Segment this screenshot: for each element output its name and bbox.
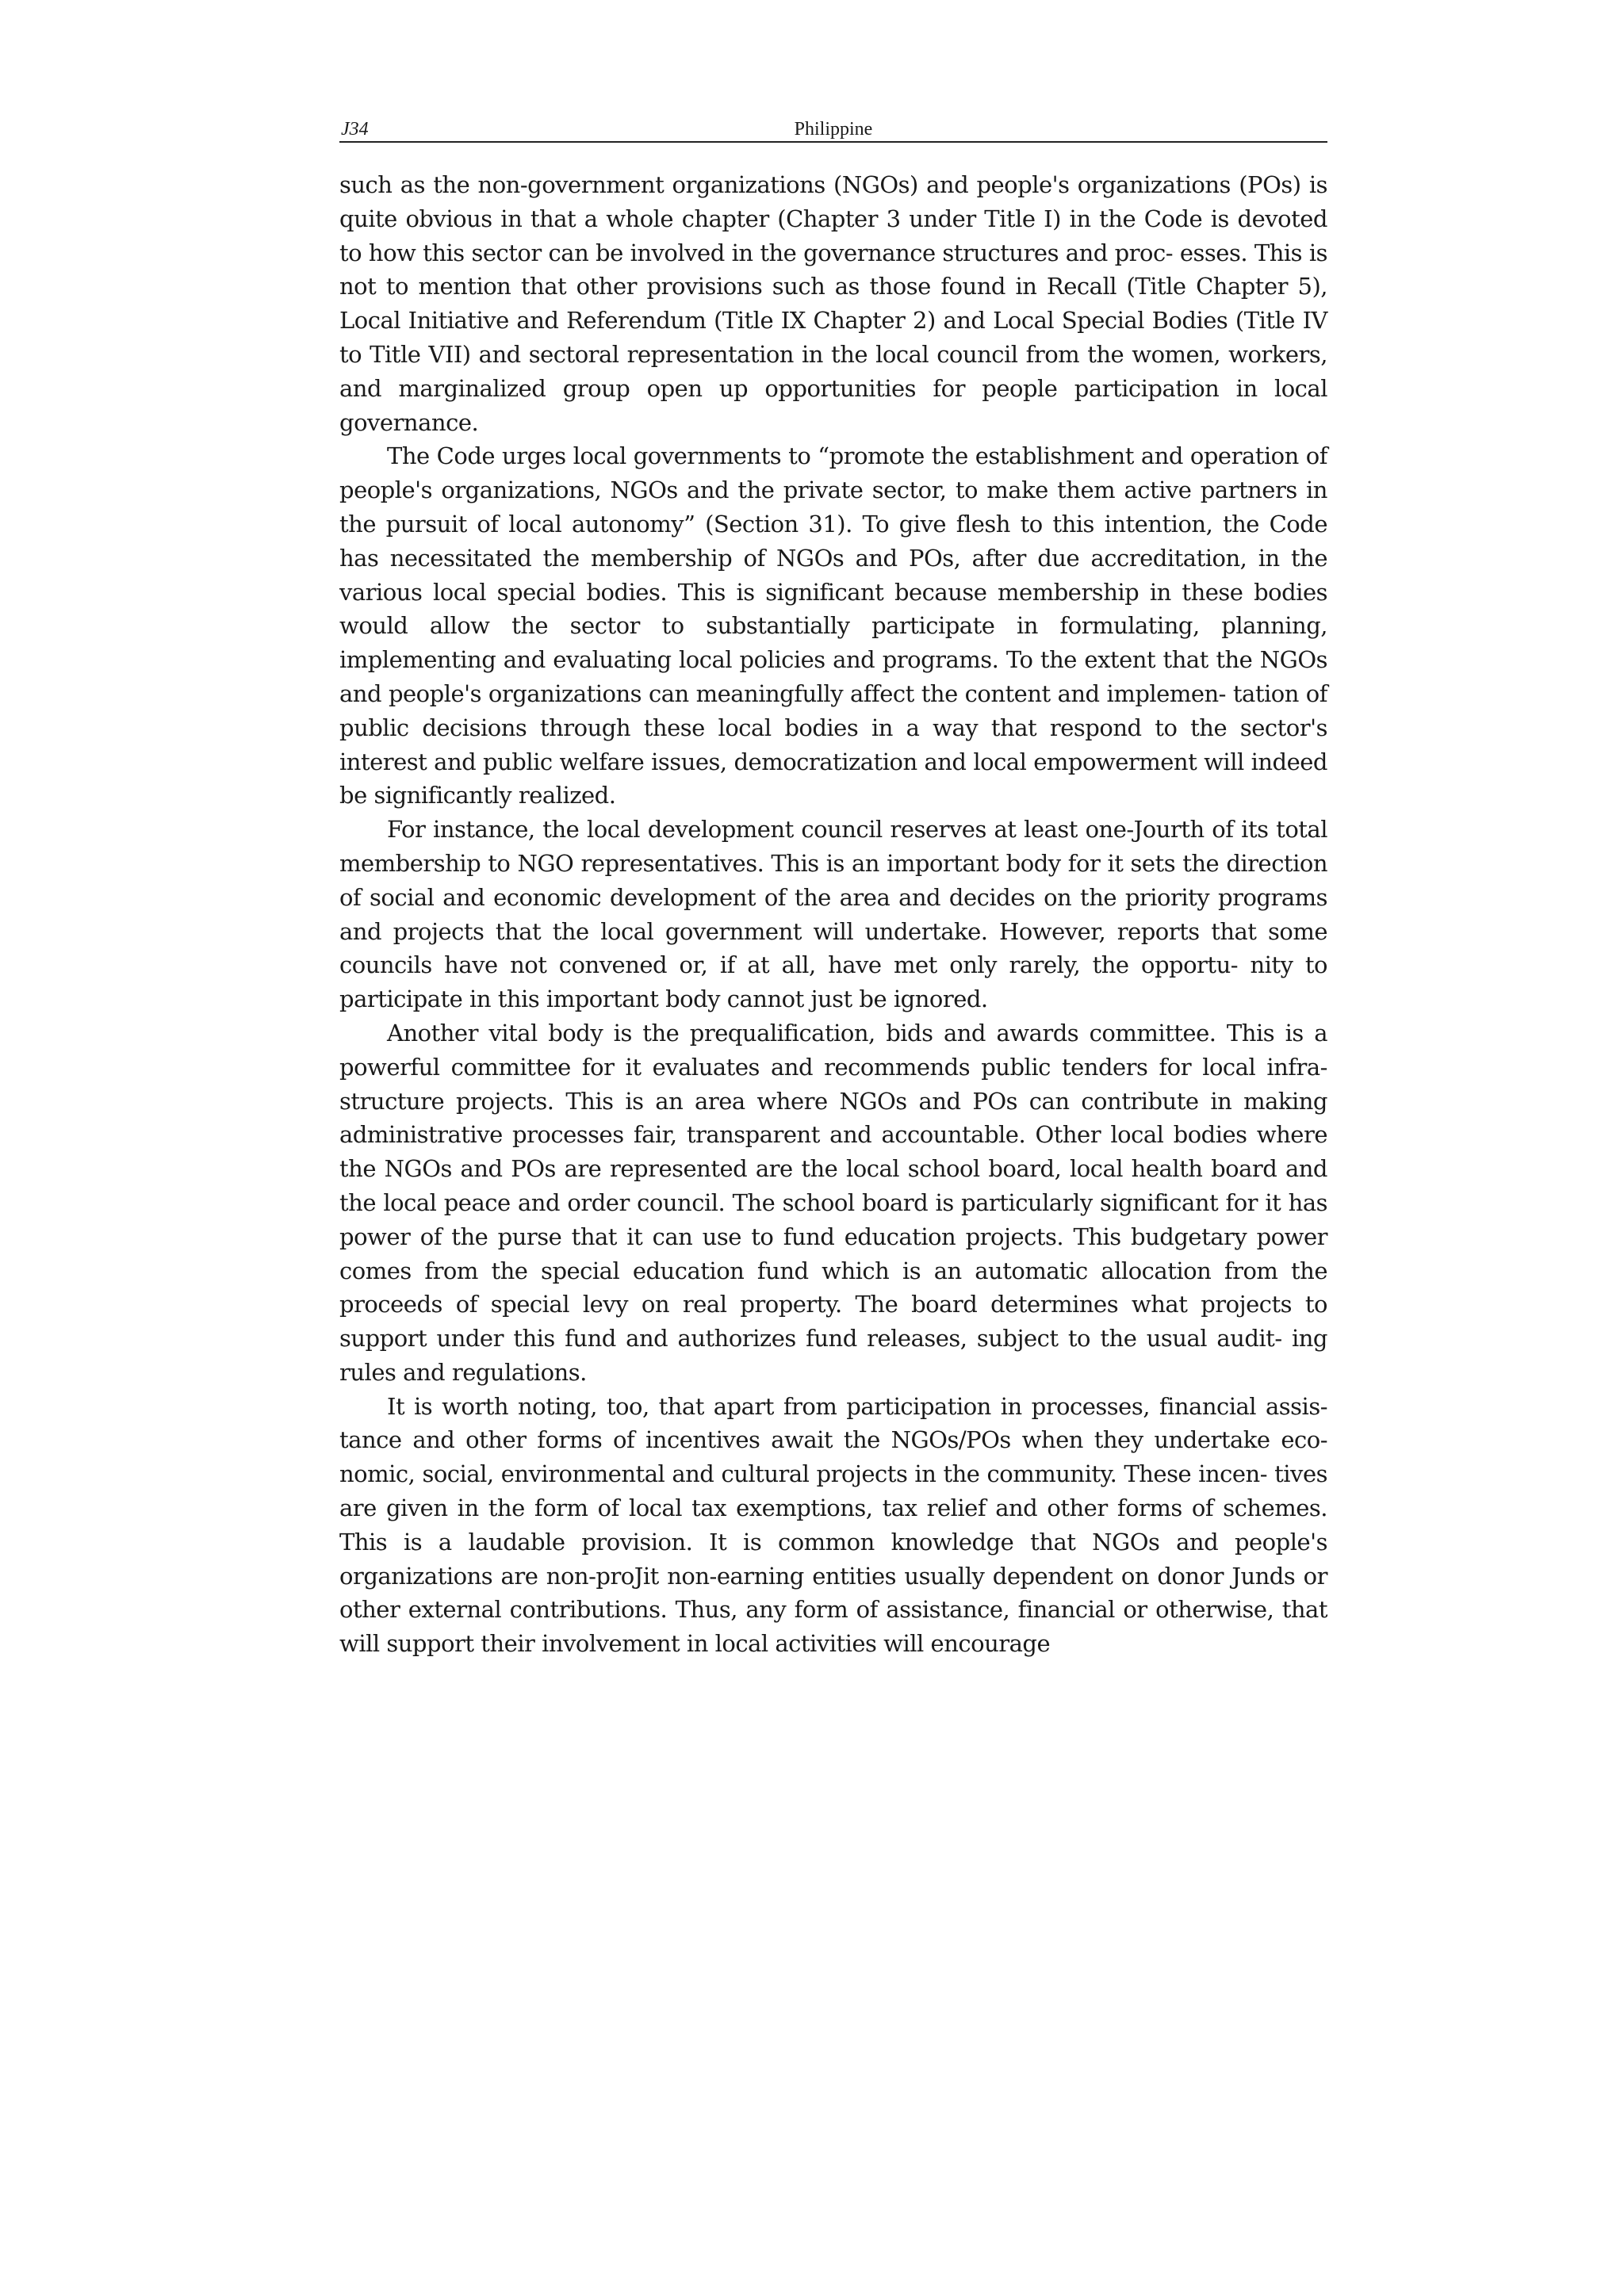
running-title: Philippine bbox=[794, 119, 873, 140]
page-header bbox=[339, 117, 1327, 143]
paragraph-3: For instance, the local development council reserves at least one-Jourth of its total membership to NGO representatives. This is an important body for it sets the direction of social and economic development of the area and decides on the priority programs and projects that the local government will undertake. However, reports that some councils have not convened or, if at all, have met only rarely, the opportu- nity to participate in this important body cannot just be ignored. bbox=[339, 816, 1327, 1013]
paragraph-1: such as the non-government organizations (NGOs) and people's organizations (POs) is quite obvious in that a whole chapter (Chapter 3 under Title I) in the Code is devoted to how this sector can be involved in the governance structures and proc- esses. This is not to mention that other provisions such as those found in Recall (Title Chapter 5), Local Initiative and Referendum (Title IX Chapter 2) and Local Special Bodies (Title IV to Title VII) and sectoral representation in the local council from the women, workers, and marginalized group open up opportunities for people participation in local governance. bbox=[339, 171, 1327, 436]
page-number: J34 bbox=[341, 117, 381, 141]
paragraph-2: The Code urges local governments to “promote the establishment and operation of people's organizations, NGOs and the private sector, to make them active partners in the pursuit of local autonomy” (Section 31). To give flesh to this intention, the Code has necessitated the membership of NGOs and POs, after due accreditation, in the various local special bodies. This is significant because membership in these bodies would allow the sector to substantially participate in formulating, planning, implementing and evaluating local policies and programs. To the extent that the NGOs and people's organizations can meaningfully affect the content and implemen- tation of public decisions through these local bodies in a way that respond to the sector's interest and public welfare issues, democratization and local empowerment will indeed be significantly realized. bbox=[339, 442, 1327, 809]
body-text bbox=[339, 168, 1327, 1661]
paragraph-5: It is worth noting, too, that apart from participation in processes, financial assis- tance and other forms of incentives await the NGOs/POs when they undertake eco- nomic, social, environmental and cultural projects in the community. These incen- tives are given in the form of local tax exemptions, tax relief and other forms of schemes. This is a laudable provision. It is common knowledge that NGOs and people's organizations are non-proJit non-earning entities usually dependent on donor Junds or other external contributions. Thus, any form of assistance, financial or otherwise, that will support their involvement in local activities will encourage bbox=[339, 1392, 1327, 1658]
paragraph-4: Another vital body is the prequalification, bids and awards committee. This is a powerful committee for it evaluates and recommends public tenders for local infra- structure projects. This is an area where NGOs and POs can contribute in making administrative processes fair, transparent and accountable. Other local bodies where the NGOs and POs are represented are the local school board, local health board and the local peace and order council. The school board is particularly significant for it has power of the purse that it can use to fund education projects. This budgetary power comes from the special education fund which is an automatic allocation from the proceeds of special levy on real property. The board determines what projects to support under this fund and authorizes fund releases, subject to the usual audit- ing rules and regulations. bbox=[339, 1019, 1327, 1386]
